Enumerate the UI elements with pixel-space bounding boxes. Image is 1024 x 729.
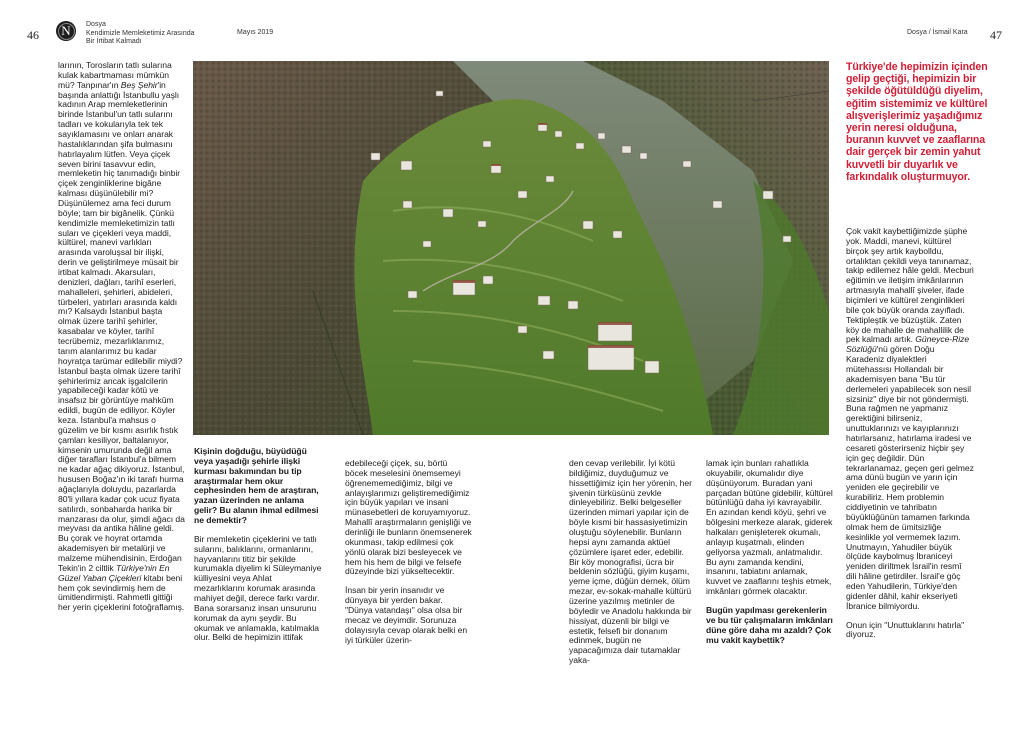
- pull-quote: Türkiye'de hepimizin içinden gelip geçtiği, hepimizin bir şekilde öğütüldüğü diyelim, eğitim sistemimiz ve kültürel alışverişlerimiz yaşadığımız yerin neresi olduğuna, buranın kuvvet ve zaaflarına dair gerçek bir zemin yahut kuvvetli bir duyarlık ve farkındalık oluşturmuyor.: [846, 61, 988, 183]
- col6-text-3: Onun için "Unuttuklarını hatırla" diyoruz.: [846, 619, 965, 640]
- left-page-number: 46: [27, 28, 39, 42]
- article-column-1: [58, 61, 185, 622]
- section-title: [86, 21, 195, 47]
- col6-text: Çok vakit kaybettiğimizde şüphe yok. Maddi, manevi, kültürel birçok şey artık kaybolldu, ortalıktan çekildi veya tanınamaz, takip edilemez hâle geldi. Mecburi eğitimin ve iletişim imkânlarının artmasıyla mahallî şiveler, ifade biçimleri ve kültürel zenginlikleri bile çok büyük oranda zayıfladı. Tektipleştik ve büzüştük. Zaten köy de mahalle de mahallilik de pek kalmadı artık.: [846, 226, 974, 345]
- village-hillside-photo: [193, 61, 829, 435]
- interview-question-1: Kişinin doğduğu, büyüdüğü veya yaşadığı şehirle ilişki kurması bakımından bu tip araştırmalar hem okur cephesinden hem de araştıran, yazan üzerinden ne anlama gelir? Bu alanın ihmal edilmesi ne demektir?: [194, 446, 319, 526]
- article-column-6: [846, 61, 992, 192]
- section-line-2: Kendimizle Memleketimiz Arasında: [86, 29, 195, 37]
- article-column-5: [706, 459, 833, 654]
- article-column-6-body: [846, 227, 974, 649]
- col1-text-2: 'in başında anlattığı İstanbullu yaşlı kadının Arap memleketlerinin birinde İstanbul'un tatlı sularını tadları ve kokularıyla tek tek sayıklamasını ve onları anarak hastalıklarından şifa bulmasını hatırlayalım lütfen. Veya çiçek seven birini tasavvur edin, memleketin hiç tanımadığı binbir çiçek zenginliklerine bigâne kalması düşünülebilir mi? Düşünülemez ama feci durum böyle; tam bir bigânelik. Çünkü kendimizle memleketimizin tatlı suları ve çiçekleri veya maddi, kültürel, manevi varlıkları arasında varoluşsal bir ilişki, derin ve geliştirilmeye müsait bir irtibat kalmadı. Akarsuları, denizleri, dağları, tarihî eserleri, mahalleleri, şehirleri, abideleri, türbeleri, yatırları arasında kaldı mı? Kalsaydı İstanbul başta olmak üzere tarihî şehirler, kasabalar ve köyler, tarihî tecrübemiz, mezarlıklarımız, tarım alanlarımız bu kadar hoyratça tarümar edilebilir miydi? İstanbul başta olmak üzere tarihî şehirlerimiz ancak işgalcilerin yapabileceği kadar kötü ve insafsız bir görüntüye mahkûm edildi, bugün de ediliyor. Köyler keza. İstanbul'a mahsus o güzelim ve bir kısmı asırlık fıstık çamları kesiliyor, baltalanıyor, kimsenin umurunda değil ama diğer tarafları İstanbul'a bilmem ne kadar ağaç dikiyoruz. İstanbul, hususen Boğaz'ın iki tarafı hurma ağaçlarıyla doluydu, pazarlarda 80'li yıllara kadar çok ucuz fiyata satılırdı, sonbaharda harika bir manzarası da olur, şimdi ağacı da meyvası da antika hâline geldi. Bu çorak ve hoyrat ortamda akademisyen bir metalürji ve malzeme mühendisinin, Erdoğan Tekin'in 2 ciltlik: [58, 79, 185, 573]
- right-page-number: 47: [990, 28, 1002, 42]
- magazine-logo: [56, 21, 76, 41]
- article-column-3: [345, 459, 472, 654]
- landscape-illustration: [193, 61, 829, 435]
- article-column-4: [569, 459, 696, 675]
- issue-date: Mayıs 2019: [237, 29, 274, 36]
- section-line-1: Dosya: [86, 21, 106, 28]
- logo-letter: N: [61, 23, 71, 38]
- col1-book-title: Türkiye'nin En Güzel Yaban Çiçekleri: [58, 562, 170, 583]
- col6-italic-dictionary: Güneyce-Rize Sözlüğü: [846, 334, 970, 355]
- col2-text: Bir memleketin çiçeklerini ve tatlı sularını, balıklarını, ormanlarını, hayvanlarını titiz bir şekilde kurumakla diyelim ki Süleymaniye külliyesini veya Ahlat mezarlıklarını korumak arasında mahiyet değil, derece farkı vardır. Bana sorarsanız insan unsurunu korumak da aynı şeydir. Bu okumak ve anlamakla, katılmakla olur. Belki de hepimizin ittifak: [194, 533, 322, 643]
- article-column-2: [194, 447, 322, 652]
- interview-question-2: Bugün yapılması gerekenlerin ve bu tür çalışmaların imkânları düne göre daha mı azaldı? Çok mu vakit kaybettik?: [706, 605, 833, 645]
- right-section-author: Dosya / İsmail Kara: [907, 29, 968, 36]
- col1-text-3: kitabı beni hem çok sevindirmiş hem de ümitlendirmişti. Rahmetli gittiği her yerin çiçeklerini fotoğraflamış.: [58, 572, 185, 613]
- col6-text-2: 'nü gören Doğu Karadeniz diyalektleri mütehassısı Hollandalı bir akademisyen bana "Bu tür derlemeleri yapabilecek son nesil sizsiniz" diye bir not göndermişti. Buna rağmen ne yapmanız gerektiğini bilirseniz, unuttuklarınızı ve kayıplarınızı hatırlarsanız, hatırlama iradesi ve cesareti gösterirseniz hiçbir şey için geç değildir. Dün tekrarlanamaz, geçen geri gelmez ama dünü bugün ve yarın için yeniden ele geçirebilir ve kurabiliriz. Hem problemin ciddiyetinin ve tahribatın büyüklüğünün tamamen farkında olmak hem de ümitsizliğe kesinlikle yol vermemek lazım. Unutmayın, Yahudiler büyük ölçüde kaybolmuş İbraniceyi yeniden diriltmek İsrail'in resmî dili hâline getirdiler. İsrail'e göç eden Yahudilerin, Türkiye'den gidenler dâhil, kahir ekseriyeti İbranice bilmiyordu.: [846, 344, 974, 611]
- col4-text: den cevap verilebilir. İyi kötü bildiğimiz, duyduğumuz ve hissettiğimiz için her yörenin, her şivenin türküsünü zevkle dinleyebiliriz. Belki belgeseller üzerinden mimari yapılar için de böyle kısmi bir hassasiyetimizin oluştuğu söylenebilir. Bunların hepsi aynı zamanda aktüel çözümlere işaret eder, edebilir. Bir köy monografisi, ücra bir beldenin sözlüğü, giyim kuşamı, yeme içme, düğün dernek, ölüm mezar, ev-sokak-mahalle kültürü üzerine yazılmış metinler de böyledir ve Anadolu hakkında bir hissiyat, düzenli bir bilgi ve estetik, felsefi bir donanım edinmek, bugün ne yapacağımıza dair tutamaklar yaka-: [569, 458, 692, 666]
- col3-text: edebileceği çiçek, su, börtü böcek meselesini önemsemeyi öğrenememediğimiz, bilgi ve anlayışlarımızı geliştiremediğimiz için büyük yapıları ve insani münasebetleri de koruyamıyoruz. Mahallî araştırmaların genişliği ve derinliği ile bunların önemsenerek okunması, takip edilmesi çok yönlü olarak bizi besleyecek ve hem his hem de bilgi ve felsefe düzeyinde bizi yükseltecektir.: [345, 458, 472, 577]
- col1-text: larının, Torosların tatlı sularına kulak kabartmaması mümkün mü? Tanpınar'ın: [58, 60, 172, 90]
- col5-text: lamak için bunları rahatlıkla okuyabilir, okumalıdır diye düşünüyorum. Buradan yani parçadan bütüne gidebilir, kültürel bütünlüğü daha iyi kavrayabilir. En azından kendi köyü, şehri ve bölgesini merkeze alarak, giderek halkaları genişleterek okumalı, anlayıp kuşatmalı, elinden geliyorsa yazmalı, anlatmalıdır. Bu aynı zamanda kendini, insanını, tabiatını anlamak, kuvvet ve zaaflarını teşhis etmek, imkânları görmek olacaktır.: [706, 458, 833, 597]
- section-line-3: Bir İrtibat Kalmadı: [86, 38, 142, 45]
- col3-text-2: İnsan bir yerin insanıdır ve dünyaya bir yerden bakar. "Dünya vatandaşı" olsa olsa bir mecaz ve deyimdir. Sorunuza dolayısıyla cevap olarak belki en iyi türküler üzerin-: [345, 585, 468, 645]
- col1-italic-title: Beş Şehir: [120, 79, 158, 90]
